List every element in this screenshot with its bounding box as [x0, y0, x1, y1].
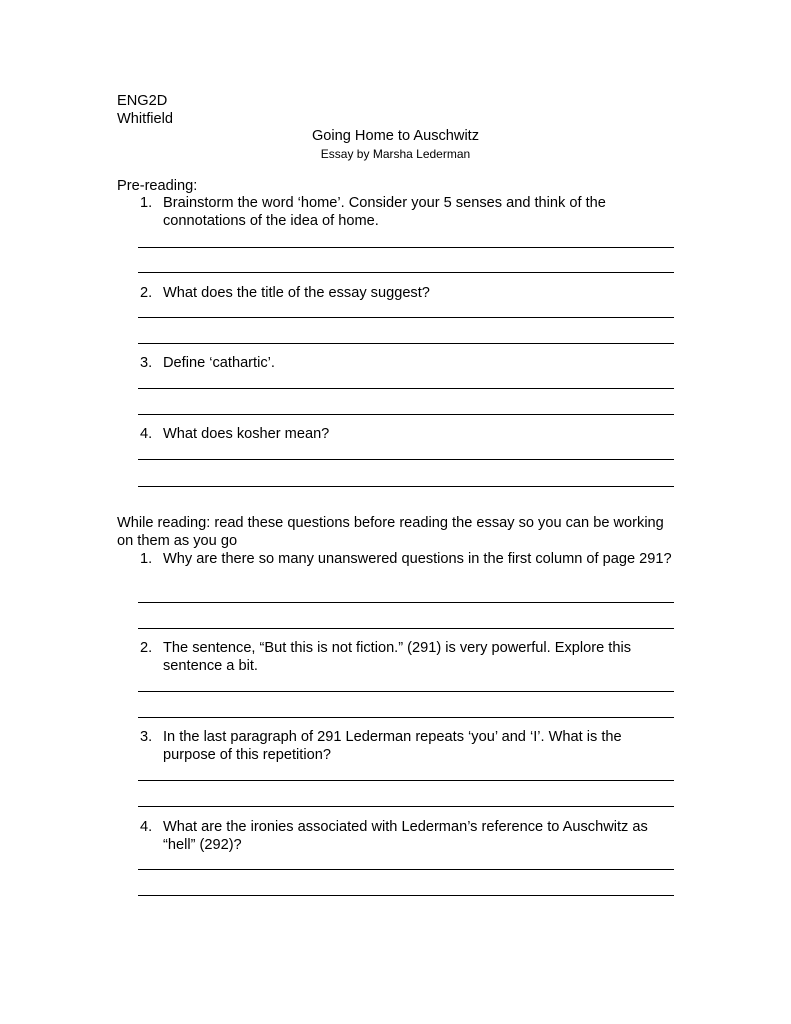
while-reading-question-1	[140, 551, 675, 569]
pre-reading-heading: Pre-reading:	[117, 178, 198, 194]
question-text: In the last paragraph of 291 Lederman repeats ‘you’ and ‘I’. What is the purpose of this repetition?	[163, 729, 622, 763]
answer-line[interactable]	[138, 414, 674, 415]
answer-line[interactable]	[138, 780, 674, 781]
course-code: ENG2D	[117, 93, 168, 109]
question-text: Why are there so many unanswered questions in the first column of page 291?	[163, 551, 672, 567]
question-number: 2.	[140, 640, 153, 656]
answer-line[interactable]	[138, 272, 674, 273]
while-reading-heading: While reading: read these questions before reading the essay so you can be working on them as you go	[117, 515, 664, 549]
answer-line[interactable]	[138, 486, 674, 487]
answer-line[interactable]	[138, 628, 674, 629]
question-number: 2.	[140, 285, 153, 301]
question-number: 1.	[140, 195, 153, 211]
pre-reading-question-1	[140, 195, 675, 230]
question-text: Define ‘cathartic’.	[163, 355, 275, 371]
answer-line[interactable]	[138, 343, 674, 344]
question-number: 4.	[140, 426, 153, 442]
question-number: 3.	[140, 355, 153, 371]
while-reading-question-2	[140, 640, 675, 675]
pre-reading-question-3	[140, 355, 675, 373]
question-number: 3.	[140, 729, 153, 745]
answer-line[interactable]	[138, 691, 674, 692]
page-subtitle: Essay by Marsha Lederman	[320, 147, 471, 161]
question-text: The sentence, “But this is not fiction.” (291) is very powerful. Explore this sentence a bit.	[163, 640, 632, 674]
answer-line[interactable]	[138, 717, 674, 718]
answer-line[interactable]	[138, 247, 674, 248]
question-number: 4.	[140, 819, 153, 835]
answer-line[interactable]	[138, 895, 674, 896]
answer-line[interactable]	[138, 602, 674, 603]
answer-line[interactable]	[138, 388, 674, 389]
question-text: What does the title of the essay suggest?	[163, 285, 430, 301]
question-text: What does kosher mean?	[163, 426, 330, 442]
pre-reading-question-4	[140, 426, 675, 444]
question-text: Brainstorm the word ‘home’. Consider your 5 senses and think of the connotations of the idea of home.	[163, 195, 606, 229]
answer-line[interactable]	[138, 317, 674, 318]
answer-line[interactable]	[138, 459, 674, 460]
answer-line[interactable]	[138, 806, 674, 807]
question-number: 1.	[140, 551, 153, 567]
answer-line[interactable]	[138, 869, 674, 870]
while-reading-question-4	[140, 819, 675, 854]
page-title: Going Home to Auschwitz	[311, 128, 480, 144]
teacher-name: Whitfield	[117, 111, 173, 127]
while-reading-question-3	[140, 729, 675, 764]
pre-reading-question-2	[140, 285, 675, 303]
question-text: What are the ironies associated with Lederman’s reference to Auschwitz as “hell” (292)?	[163, 819, 648, 853]
